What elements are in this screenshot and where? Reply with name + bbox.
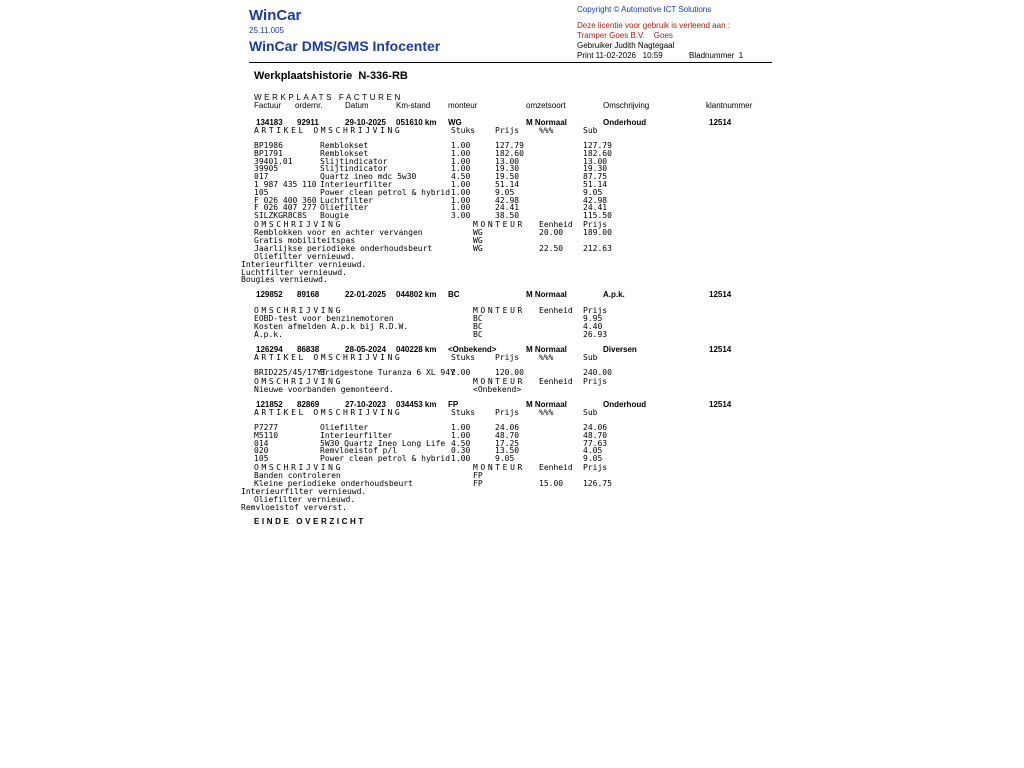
article-description: Luchtfilter	[320, 195, 373, 205]
article-qty: 0.30	[451, 446, 471, 456]
articles-col-stuks: Stuks	[451, 353, 476, 362]
col-header-omschrijving: Omschrijving	[603, 101, 650, 110]
customer-number: 12514	[709, 118, 732, 127]
invoice-date: 22-01-2025	[345, 290, 386, 299]
work-mechanic: BC	[473, 322, 483, 331]
work-units: 20.00	[539, 228, 564, 237]
work-mechanic: BC	[473, 330, 483, 339]
work-header: OMSCHRIJVING	[254, 220, 343, 229]
work-col-eenheid: Eenheid	[539, 306, 573, 315]
article-price: 42.98	[495, 195, 520, 205]
article-subtotal: 42.98	[583, 195, 608, 205]
article-price: 38.50	[495, 211, 520, 221]
work-mechanic: FP	[473, 479, 483, 488]
article-price: 9.05	[495, 454, 515, 464]
article-subtotal: 24.41	[583, 203, 608, 213]
work-description: A.p.k.	[254, 330, 283, 339]
article-code: 105	[254, 187, 269, 197]
revenue-type: M Normaal	[526, 345, 567, 354]
articles-col-prijs: Prijs	[495, 408, 520, 417]
article-code: 39905	[254, 164, 279, 174]
work-col-monteur: MONTEUR	[473, 376, 525, 386]
invoice-date: 28-05-2024	[345, 345, 386, 354]
invoice-date: 27-10-2023	[345, 400, 386, 409]
articles-col-percent: %%%	[539, 353, 554, 362]
work-price: 26.93	[583, 330, 608, 339]
work-note: Oliefilter vernieuwd.	[254, 494, 356, 504]
work-description: EOBD-test voor benzinemotoren	[254, 314, 394, 323]
article-subtotal: 51.14	[583, 180, 608, 189]
article-price: 9.05	[495, 187, 515, 197]
article-qty: 3.00	[451, 211, 471, 221]
article-price: 13.50	[495, 446, 520, 456]
work-col-monteur: MONTEUR	[473, 220, 525, 229]
work-note: Remvloeistof ververst.	[241, 502, 347, 512]
customer-number: 12514	[709, 345, 732, 354]
work-col-eenheid: Eenheid	[539, 220, 573, 229]
article-description: Power clean petrol & hybrid	[320, 187, 451, 197]
article-code: BRID225/45/17YT	[254, 368, 327, 377]
work-note: Oliefilter vernieuwd.	[254, 252, 356, 261]
article-code: F 026 400 360	[254, 195, 317, 205]
article-description: Slijtindicator	[320, 164, 388, 174]
invoice-description: Diversen	[603, 345, 637, 354]
work-price: 189.00	[583, 228, 612, 237]
articles-header: ARTIKEL OMSCHRIJVING	[254, 408, 403, 417]
article-code: 020	[254, 446, 269, 456]
article-description: Power clean petrol & hybrid	[320, 454, 451, 464]
articles-header: ARTIKEL OMSCHRIJVING	[254, 353, 403, 362]
article-code: P7277	[254, 423, 279, 432]
col-header-factuur: Factuur	[254, 101, 282, 110]
article-code: 105	[254, 454, 269, 464]
article-code: F 026 407 277	[254, 203, 317, 213]
work-header: OMSCHRIJVING	[254, 306, 343, 315]
article-qty: 1.00	[451, 195, 471, 205]
article-description: Oliefilter	[320, 203, 369, 213]
article-code: BP1986	[254, 141, 283, 150]
revenue-type: M Normaal	[526, 400, 567, 409]
section-title: WERKPLAATS FACTUREN	[254, 93, 403, 102]
article-subtotal: 87.75	[583, 172, 608, 182]
user-name: Gebruiker Judith Nagtegaal	[577, 41, 675, 50]
work-col-monteur: MONTEUR	[473, 463, 525, 472]
article-description: Slijtindicator	[320, 156, 388, 166]
customer-number: 12514	[709, 400, 732, 409]
header-divider	[249, 62, 772, 63]
article-description: Remblokset	[320, 141, 369, 150]
work-mechanic: <Onbekend>	[473, 384, 522, 394]
articles-col-percent: %%%	[539, 408, 554, 417]
articles-col-prijs: Prijs	[495, 126, 520, 135]
article-subtotal: 240.00	[583, 368, 612, 377]
version-date: 25.11.005	[249, 26, 284, 35]
document-title: Werkplaatshistorie N-336-RB	[254, 70, 408, 82]
copyright: Copyright © Automotive ICT Solutions	[577, 5, 712, 14]
articles-col-stuks: Stuks	[451, 126, 476, 135]
mechanic-code: BC	[448, 290, 460, 299]
revenue-type: M Normaal	[526, 118, 567, 127]
work-description: Remblokken voor en achter vervangen	[254, 228, 423, 237]
articles-col-percent: %%%	[539, 126, 554, 135]
article-description: Remblokset	[320, 148, 369, 158]
article-price: 19.50	[495, 172, 520, 182]
article-price: 48.70	[495, 430, 520, 440]
order-number: 86838	[297, 345, 320, 354]
article-qty: 1.00	[451, 203, 471, 213]
order-number: 92911	[297, 118, 319, 127]
col-header-klantnummer: klantnummer	[706, 101, 753, 110]
article-qty: 1.00	[451, 148, 471, 158]
article-price: 51.14	[495, 180, 520, 189]
col-header-datum: Datum	[345, 101, 369, 110]
article-code: 39401.01	[254, 156, 293, 166]
article-price: 24.41	[495, 203, 520, 213]
article-code: 014	[254, 438, 269, 448]
report-end: EINDE OVERZICHT	[254, 517, 366, 526]
work-col-eenheid: Eenheid	[539, 463, 573, 472]
article-subtotal: 48.70	[583, 430, 608, 440]
invoice-number: 126294	[256, 345, 283, 354]
article-qty: 4.50	[451, 438, 471, 448]
brand-logo: WinCar	[249, 7, 302, 24]
article-description: Remvloeistof p/l	[320, 446, 398, 456]
article-qty: 1.00	[451, 141, 471, 150]
articles-col-sub: Sub	[583, 353, 598, 362]
km-stand: 044802 km	[396, 290, 437, 299]
work-note: Luchtfilter vernieuwd.	[241, 267, 347, 277]
article-qty: 1.00	[451, 423, 471, 432]
article-price: 182.60	[495, 148, 524, 158]
article-code: 017	[254, 172, 269, 182]
article-price: 120.00	[495, 368, 524, 377]
article-description: Quartz ineo mdc 5w30	[320, 172, 417, 182]
article-subtotal: 13.00	[583, 156, 608, 166]
article-code: SILZKGR8C8S	[254, 211, 307, 221]
invoice-description: Onderhoud	[603, 400, 647, 409]
work-description: Jaarlijkse periodieke onderhoudsbeurt	[254, 244, 433, 253]
article-qty: 2.00	[451, 368, 471, 377]
work-mechanic: FP	[473, 471, 483, 480]
article-subtotal: 9.05	[583, 454, 603, 464]
article-qty: 4.50	[451, 172, 471, 182]
work-col-prijs: Prijs	[583, 220, 608, 229]
articles-col-sub: Sub	[583, 126, 598, 135]
article-subtotal: 127.79	[583, 141, 612, 150]
work-price: 4.40	[583, 322, 603, 331]
col-header-ordernr: ordernr.	[295, 101, 323, 110]
article-code: BP1791	[254, 148, 283, 158]
article-code: M5110	[254, 430, 279, 440]
article-description: Bridgestone Turanza 6 XL 94Y	[320, 368, 455, 377]
article-qty: 1.00	[451, 430, 471, 440]
article-subtotal: 77.63	[583, 438, 608, 448]
article-description: Interieurfilter	[320, 180, 393, 189]
work-mechanic: WG	[473, 228, 483, 237]
article-qty: 1.00	[451, 180, 471, 189]
work-mechanic: WG	[473, 236, 483, 245]
work-col-monteur: MONTEUR	[473, 306, 525, 315]
license-line-1: Deze licentie voor gebruik is verleend aan :	[577, 21, 730, 30]
invoice-number: 129852	[256, 290, 283, 299]
article-price: 17.25	[495, 438, 520, 448]
invoice-description: Onderhoud	[603, 118, 647, 127]
article-description: Oliefilter	[320, 423, 369, 432]
work-units: 15.00	[539, 479, 564, 488]
license-line-2: Tramper Goes B.V. Goes	[577, 31, 673, 40]
articles-header: ARTIKEL OMSCHRIJVING	[254, 126, 403, 135]
article-price: 13.00	[495, 156, 520, 166]
article-description: Bougie	[320, 211, 349, 221]
mechanic-code: FP	[448, 400, 459, 409]
work-col-prijs: Prijs	[583, 306, 608, 315]
col-header-km: Km-stand	[396, 101, 431, 110]
mechanic-code: <Onbekend>	[448, 345, 497, 354]
work-col-prijs: Prijs	[583, 376, 608, 386]
work-units: 22.50	[539, 244, 564, 253]
order-number: 82869	[297, 400, 320, 409]
work-description: Nieuwe voorbanden gemonteerd.	[254, 384, 394, 394]
work-description: Gratis mobiliteitspas	[254, 236, 356, 245]
work-note: Bougies vernieuwd.	[241, 275, 328, 285]
work-mechanic: WG	[473, 244, 483, 253]
article-price: 24.06	[495, 423, 520, 432]
km-stand: 040228 km	[396, 345, 437, 354]
invoice-number: 121852	[256, 400, 283, 409]
articles-col-sub: Sub	[583, 408, 598, 417]
article-code: 1 987 435 110	[254, 180, 317, 189]
work-col-prijs: Prijs	[583, 463, 608, 472]
work-col-eenheid: Eenheid	[539, 376, 573, 386]
customer-number: 12514	[709, 290, 732, 299]
work-description: Banden controleren	[254, 471, 341, 480]
work-description: Kleine periodieke onderhoudsbeurt	[254, 479, 413, 488]
invoice-number: 134183	[256, 118, 283, 127]
km-stand: 051610 km	[396, 118, 437, 127]
article-description: 5W30 Quartz Ineo Long Life	[320, 438, 446, 448]
order-number: 89168	[297, 290, 320, 299]
work-mechanic: BC	[473, 314, 483, 323]
work-price: 126.75	[583, 479, 612, 488]
invoice-description: A.p.k.	[603, 290, 625, 299]
article-price: 19.30	[495, 164, 520, 174]
work-description: Kosten afmelden A.p.k bij R.D.W.	[254, 322, 409, 331]
article-qty: 1.00	[451, 156, 471, 166]
work-header: OMSCHRIJVING	[254, 376, 343, 386]
work-note: Interieurfilter vernieuwd.	[241, 259, 367, 269]
article-qty: 1.00	[451, 187, 471, 197]
app-title: WinCar DMS/GMS Infocenter	[249, 38, 441, 54]
col-header-omzetsoort: omzetsoort	[526, 101, 566, 110]
article-subtotal: 115.50	[583, 211, 612, 221]
work-price: 9.95	[583, 314, 603, 323]
article-qty: 1.00	[451, 454, 471, 464]
mechanic-code: WG	[448, 118, 462, 127]
revenue-type: M Normaal	[526, 290, 567, 299]
article-subtotal: 9.05	[583, 187, 603, 197]
articles-col-prijs: Prijs	[495, 353, 520, 362]
invoice-date: 29-10-2025	[345, 118, 386, 127]
article-description: Interieurfilter	[320, 430, 393, 440]
article-price: 127.79	[495, 141, 524, 150]
col-header-monteur: monteur	[448, 101, 478, 110]
articles-col-stuks: Stuks	[451, 408, 476, 417]
work-note: Interieurfilter vernieuwd.	[241, 487, 367, 496]
km-stand: 034453 km	[396, 400, 437, 409]
article-subtotal: 24.06	[583, 423, 608, 432]
article-subtotal: 4.05	[583, 446, 603, 456]
article-subtotal: 19.30	[583, 164, 608, 174]
print-datetime: Print 11-02-2026 10:59	[577, 51, 663, 60]
work-price: 212.63	[583, 244, 612, 253]
page-number: Bladnummer 1	[689, 51, 744, 60]
article-qty: 1.00	[451, 164, 471, 174]
article-subtotal: 182.60	[583, 148, 612, 158]
work-header: OMSCHRIJVING	[254, 463, 343, 472]
